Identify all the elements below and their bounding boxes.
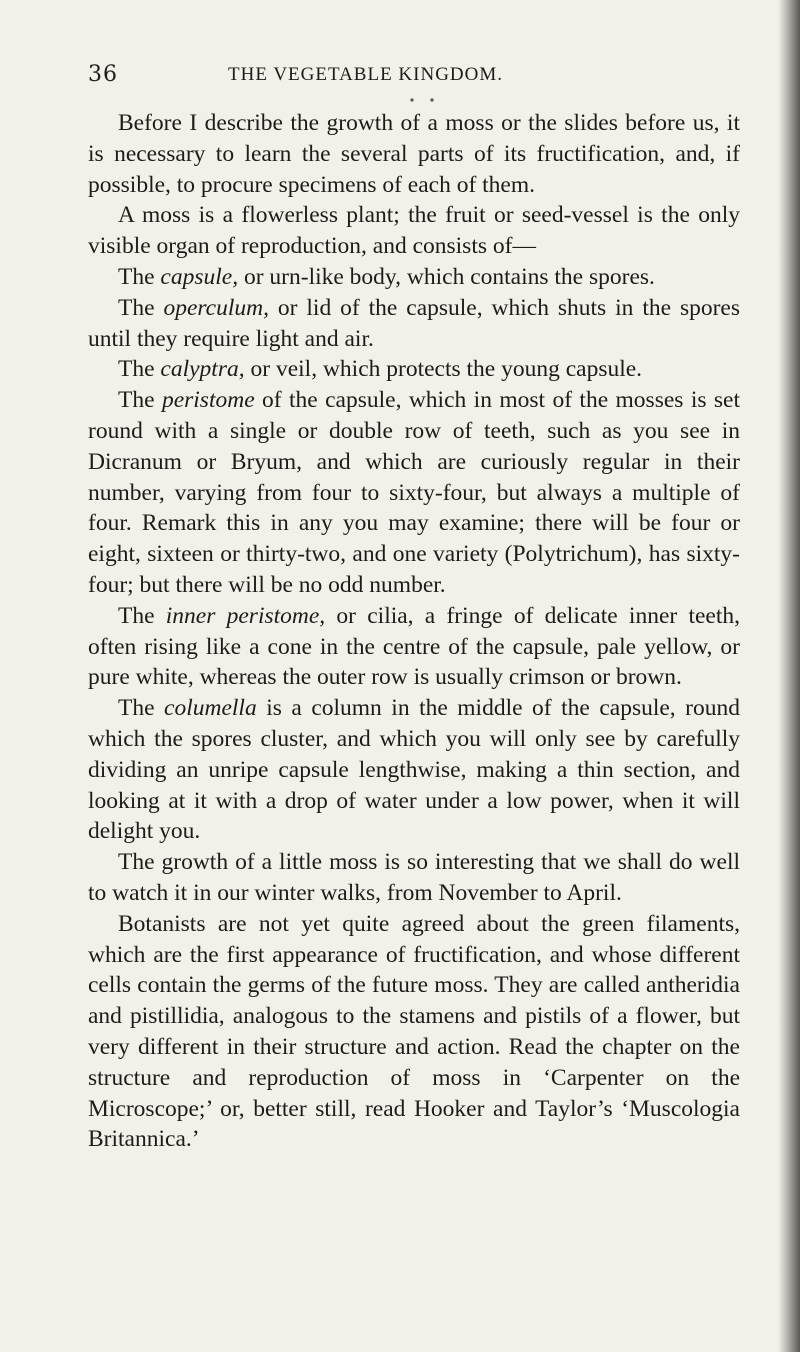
- term-inner-peristome: inner peristome,: [165, 602, 326, 629]
- paragraph: Before I describe the growth of a moss or the slides before us, it is necessary to learn the several parts of its fructification, and, if possible, to procure specimens of each of them.: [88, 110, 740, 198]
- paragraph: A moss is a flowerless plant; the fruit or seed-vessel is the only visible organ of reproduction, and consists of—: [88, 202, 740, 260]
- page-number: 36: [88, 62, 118, 87]
- term-calyptra: calyptra,: [160, 356, 245, 383]
- print-specks: [408, 96, 438, 104]
- running-title: THE VEGETABLE KINGDOM.: [228, 64, 504, 85]
- term-columella: columella: [164, 695, 257, 722]
- term-peristome: peristome: [161, 387, 255, 414]
- paragraph-operculum: The operculum, or lid of the capsule, which shuts in the spores until they require light and air.: [88, 294, 740, 352]
- paragraph: Botanists are not yet quite agreed about the green filaments, which are the first appearance of fructification, and whose different cells contain the germs of the future moss. They are called antheridia and pistillidia, analogous to the stamens and pistils of a flower, but very different in their structure and action. Read the chapter on the structure and reproduction of moss in ‘Carpenter on the Microscope;’ or, better still, read Hooker and Taylor’s ‘Muscologia Britannica.’: [88, 910, 740, 1153]
- paragraph: The growth of a little moss is so interesting that we shall do well to watch it in our winter walks, from November to April.: [88, 849, 740, 906]
- paragraph-columella: The columella is a column in the middle of the capsule, round which the spores cluster, and which you will only see by carefully dividing an unripe capsule lengthwise, making a thin section, and looking at it with a drop of water under a low power, when it will delight you.: [88, 695, 740, 845]
- term-capsule: capsule,: [160, 263, 239, 290]
- page-header: [88, 62, 740, 92]
- paragraph-capsule: The capsule, or urn-like body, which contains the spores.: [118, 263, 655, 290]
- paragraph-peristome: The peristome of the capsule, which in most of the mosses is set round with a single or double row of teeth, such as you see in Dicranum or Bryum, and which are curiously regular in their number, varying from four to sixty-four, but always a multiple of four. Remark this in any you may examine; there will be four or eight, sixteen or thirty-two, and one variety (Polytrichum), has sixty-four; but there will be no odd number.: [88, 387, 740, 598]
- term-operculum: operculum,: [163, 294, 269, 321]
- paragraph-calyptra: The calyptra, or veil, which protects the young capsule.: [118, 356, 643, 383]
- paragraph-inner-peristome: The inner peristome, or cilia, a fringe of delicate inner teeth, often rising like a cone in the centre of the capsule, pale yellow, or pure white, whereas the outer row is usually crimson or brown.: [88, 602, 740, 691]
- body-text: [88, 108, 740, 1155]
- page-edge-shadow: [778, 0, 800, 1352]
